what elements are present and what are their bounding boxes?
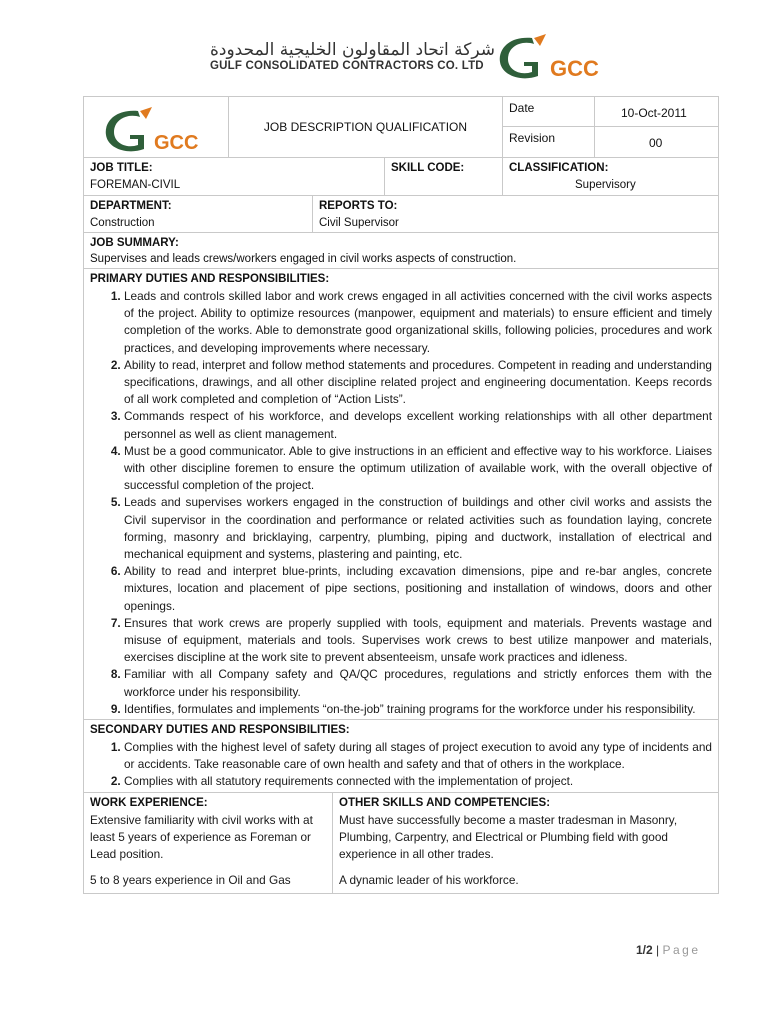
page-footer (636, 943, 701, 957)
secondary-duties-section (84, 720, 718, 793)
list-item: 4. Must be a good communicator. Able to give instructions in an efficient and effective way to his workforce. Liaises with other discipline foremen to ensure the optimum utilization of available work, with the overall objective of successful completion of the project. (124, 443, 712, 495)
company-logo-icon (98, 103, 218, 155)
list-item: 9. Identifies, formulates and implements “on-the-job” training programs for the workforce under his responsibility. (124, 701, 712, 718)
classification-value: Supervisory (575, 179, 636, 191)
department-value: Construction (90, 217, 155, 229)
list-item: 6. Ability to read and interpret blue-prints, including excavation dimensions, pipe and re-bar angles, concrete mixtures, location and placement of pipe sections, positioning and installation of windows, doors and other openings. (124, 563, 712, 615)
date-value: 10-Oct-2011 (621, 106, 687, 120)
date-label: Date (509, 101, 535, 115)
primary-duties-list (90, 288, 712, 718)
experience-skills-row (84, 793, 718, 893)
job-title-value: FOREMAN-CIVIL (90, 179, 181, 191)
revision-label-cell (502, 127, 594, 157)
reports-to-label: REPORTS TO: (319, 200, 398, 212)
list-item: 2. Ability to read, interpret and follow method statements and procedures. Competent in reading and understanding specifications, drawings, and all other discipline related project and engineering documentation. Keeps records of all work completed and completion of “Action Lists”. (124, 357, 712, 409)
secondary-duties-label: SECONDARY DUTIES AND RESPONSIBILITIES: (90, 724, 350, 737)
logo-lettering: GCC (154, 132, 199, 154)
list-item: 7. Ensures that work crews are properly supplied with tools, equipment and materials. Prevents wastage and misuse of equipment, materials and tools. Supervises work crews to best utilize manpower and materials, exercises discipline at the work site to prevent absenteeism, unsafe work practices and idleness. (124, 615, 712, 667)
skills-cell (332, 793, 718, 893)
work-experience-cell (84, 793, 332, 893)
skills-text: Must have successfully become a master tradesman in Masonry, Plumbing, Carpentry, and Electrical or Plumbing field with good experience in all other trades. (339, 812, 678, 862)
doc-title: JOB DESCRIPTION QUALIFICATION (263, 119, 468, 134)
skills-label: OTHER SKILLS AND COMPETENCIES: (339, 796, 551, 809)
skill-code-label: SKILL CODE: (391, 162, 465, 174)
list-item: 8. Familiar with all Company safety and QA/QC procedures, regulations and strictly enforces them with the workforce under his responsibility. (124, 666, 712, 700)
department-cell (84, 196, 312, 232)
doc-title-cell (228, 97, 502, 157)
company-name-arabic: شركة اتحاد المقاولون الخليجية المحدودة (210, 40, 495, 60)
skills-leader: A dynamic leader of his workforce. (339, 873, 519, 888)
department-label: DEPARTMENT: (90, 200, 172, 212)
list-item: 1. Complies with the highest level of safety during all stages of project execution to avoid any type of incidents and or accidents. Take reasonable care of own health and safety and that of others in the workplace. (124, 739, 712, 773)
job-title-label: JOB TITLE: (90, 162, 153, 174)
page-number: 1/2 (636, 943, 653, 957)
work-experience-text: Extensive familiarity with civil works with at least 5 years of experience as Foreman or Lead position. (90, 812, 313, 862)
work-experience-label: WORK EXPERIENCE: (90, 796, 208, 809)
classification-label: CLASSIFICATION: (509, 162, 609, 174)
job-title-cell (84, 158, 384, 195)
title-block (84, 97, 718, 158)
logo-cell (84, 97, 228, 157)
job-summary-row (84, 233, 718, 269)
revision-value: 00 (649, 136, 663, 150)
job-title-row (84, 158, 718, 196)
page-separator: | (656, 943, 660, 957)
logo-lettering: GCC (550, 56, 599, 81)
list-item: 1. Leads and controls skilled labor and work crews engaged in all activities concerned with the civil works aspects of the project. Ability to optimize resources (manpower, equipment and materials) to ensure efficient and timely completion of the works. Able to demonstrate good organizational skills, following policies, procedures and work practices, and developing improvements where necessary. (124, 288, 712, 357)
reports-to-cell (312, 196, 718, 232)
company-logo-icon (494, 32, 604, 82)
company-name: GULF CONSOLIDATED CONTRACTORS CO. LTD (210, 60, 484, 72)
page-header (0, 0, 768, 90)
secondary-duties-list (90, 739, 712, 791)
job-summary-label: JOB SUMMARY: (90, 237, 179, 249)
primary-duties-section (84, 269, 718, 720)
skill-code-cell (384, 158, 502, 195)
list-item: 2. Complies with all statutory requirements connected with the implementation of project. (124, 773, 712, 790)
job-description-table (83, 96, 719, 894)
revision-label: Revision (509, 131, 556, 145)
date-label-cell (502, 97, 594, 127)
list-item: 3. Commands respect of his workforce, and develops excellent working relationships with all other department personnel as well as client management. (124, 408, 712, 442)
job-summary-text: Supervises and leads crews/workers engaged in civil works aspects of construction. (90, 253, 517, 265)
classification-cell (502, 158, 718, 195)
page-word: Page (662, 943, 701, 957)
primary-duties-label: PRIMARY DUTIES AND RESPONSIBILITIES: (90, 273, 330, 285)
work-experience-oil-gas: 5 to 8 years experience in Oil and Gas (90, 873, 291, 888)
department-row (84, 196, 718, 233)
date-value-cell (594, 97, 718, 127)
reports-to-value: Civil Supervisor (319, 217, 399, 229)
list-item: 5. Leads and supervises workers engaged in the construction of buildings and other civil works and assists the Civil supervisor in the coordination and performance or related activities such as foundation laying, concrete forming, masonry and bricklaying, carpentry, plumbing, piping and ductwork, installation of electrical and mechanical equipment and systems, plastering and painting, etc. (124, 494, 712, 563)
revision-value-cell (594, 127, 718, 157)
